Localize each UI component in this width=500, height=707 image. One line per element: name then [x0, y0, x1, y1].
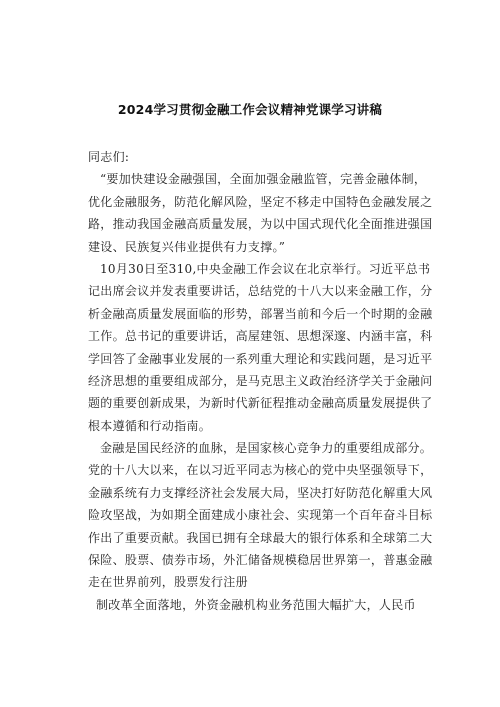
- document-title: 2024学习贯彻金融工作会议精神党课学习讲稿: [117, 102, 383, 117]
- body-line: 建设、民族复兴伟业提供有力支撑。”: [88, 239, 286, 254]
- body-line: 走在世界前列，股票发行注册: [88, 575, 248, 590]
- body-line: “要加快建设金融强国，全面加强金融监管，完善金融体制，: [100, 172, 427, 187]
- body-line: 金融是国民经济的血脉，是国家核心竞争力的重要组成部分。: [100, 441, 433, 456]
- body-line: 保险、股票、债券市场，外汇储备规模稳居世界第一，普惠金融: [88, 553, 433, 568]
- body-line: 10月30日至310,中央金融工作会议在北京举行。习近平总书: [100, 261, 431, 276]
- body-line: 经济思想的重要组成部分，是马克思主义政治经济学关于金融问: [88, 373, 433, 388]
- salutation-line: 同志们:: [88, 150, 130, 164]
- body-line: 记出席会议并发表重要讲话，总结党的十八大以来金融工作，分: [88, 284, 433, 299]
- body-line: 作出了重要贡献。我国已拥有全球最大的银行体系和全球第二大: [88, 530, 433, 545]
- body-line: 学回答了金融事业发展的一系列重大理论和实践问题，是习近平: [88, 351, 433, 366]
- body-line: 路，推动我国金融高质量发展，为以中国式现代化全面推进强国: [88, 217, 433, 232]
- body-line: 党的十八大以来，在以习近平同志为核心的党中央坚强领导下，: [88, 463, 433, 478]
- document-body: [88, 146, 433, 616]
- body-line: 题的重要创新成果，为新时代新征程推动金融高质量发展提供了: [88, 396, 433, 411]
- body-line: 优化金融服务，防范化解风险，坚定不移走中国特色金融发展之: [88, 194, 433, 209]
- body-line: 根本遵循和行动指南。: [88, 418, 212, 433]
- body-line: 金融系统有力支撑经济社会发展大局，坚决打好防范化解重大风: [88, 485, 433, 500]
- body-line: 析金融高质量发展面临的形势，部署当前和今后一个时期的金融: [88, 306, 433, 321]
- body-line: 工作。总书记的重要讲话，高屋建瓴、思想深邃、内涵丰富，科: [88, 329, 433, 344]
- body-line: 制改革全面落地，外资金融机构业务范围大幅扩大，人民币: [96, 597, 416, 612]
- body-line: 险攻坚战，为如期全面建成小康社会、实现第一个百年奋斗目标: [88, 508, 433, 523]
